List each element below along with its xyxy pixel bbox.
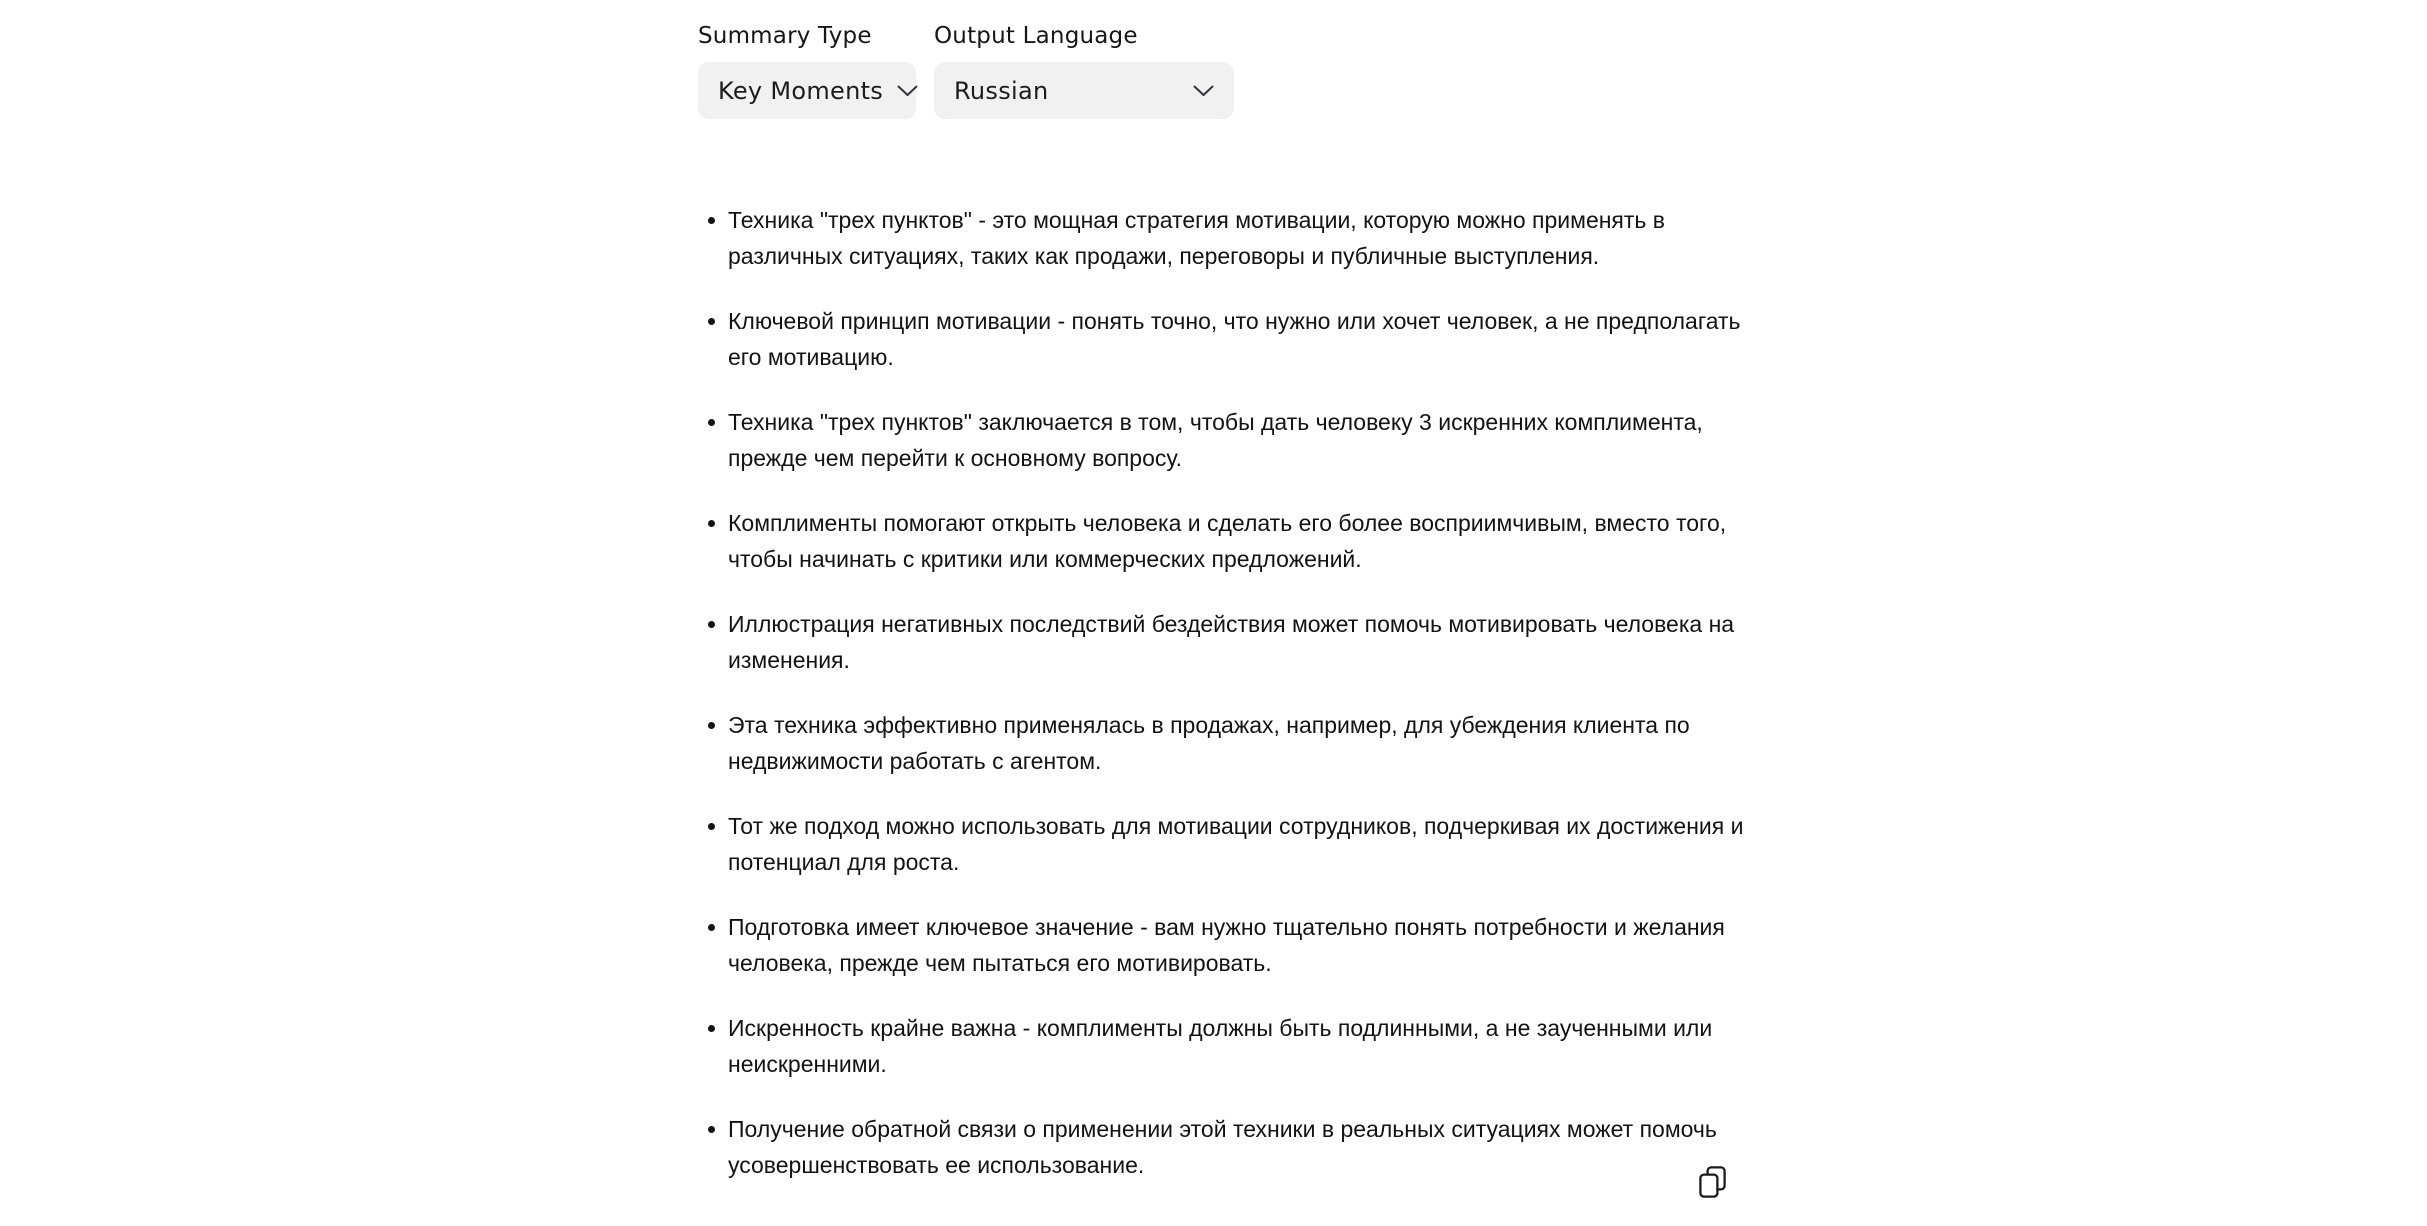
chevron-down-icon <box>1193 85 1214 97</box>
copy-button[interactable] <box>1692 1160 1732 1204</box>
copy-icon <box>1699 1166 1726 1198</box>
summary-type-select[interactable] <box>698 62 916 119</box>
list-item: Техника "трех пунктов" заключается в том, чтобы дать человеку 3 искренних комплимента, прежде чем перейти к основному вопросу. <box>728 404 1766 476</box>
list-item: Ключевой принцип мотивации - понять точно, что нужно или хочет человек, а не предполагать его мотивацию. <box>728 303 1766 375</box>
list-item: Искренность крайне важна - комплименты должны быть подлинными, а не заученными или неискренними. <box>728 1010 1766 1082</box>
list-item: Получение обратной связи о применении этой техники в реальных ситуациях может помочь усовершенствовать ее использование. <box>728 1111 1766 1183</box>
chevron-down-icon <box>897 85 918 97</box>
list-item: Подготовка имеет ключевое значение - вам нужно тщательно понять потребности и желания человека, прежде чем пытаться его мотивировать. <box>728 909 1766 981</box>
summary-type-label: Summary Type <box>698 23 872 49</box>
output-language-value: Russian <box>954 76 1049 105</box>
output-language-select[interactable] <box>934 62 1234 119</box>
output-language-label: Output Language <box>934 23 1138 49</box>
controls-row <box>698 22 1234 119</box>
summary-type-control <box>698 22 916 119</box>
output-language-control <box>934 22 1234 119</box>
list-item: Эта техника эффективно применялась в продажах, например, для убеждения клиента по недвижимости работать с агентом. <box>728 707 1766 779</box>
list-item: Иллюстрация негативных последствий бездействия может помочь мотивировать человека на изменения. <box>728 606 1766 678</box>
list-item: Комплименты помогают открыть человека и сделать его более восприимчивым, вместо того, чтобы начинать с критики или коммерческих предложений. <box>728 505 1766 577</box>
bullet-list <box>728 202 1766 1183</box>
summary-type-value: Key Moments <box>718 76 884 105</box>
summary-list <box>728 202 1766 1212</box>
list-item: Тот же подход можно использовать для мотивации сотрудников, подчеркивая их достижения и потенциал для роста. <box>728 808 1766 880</box>
list-item: Техника "трех пунктов" - это мощная стратегия мотивации, которую можно применять в различных ситуациях, таких как продажи, переговоры и публичные выступления. <box>728 202 1766 274</box>
